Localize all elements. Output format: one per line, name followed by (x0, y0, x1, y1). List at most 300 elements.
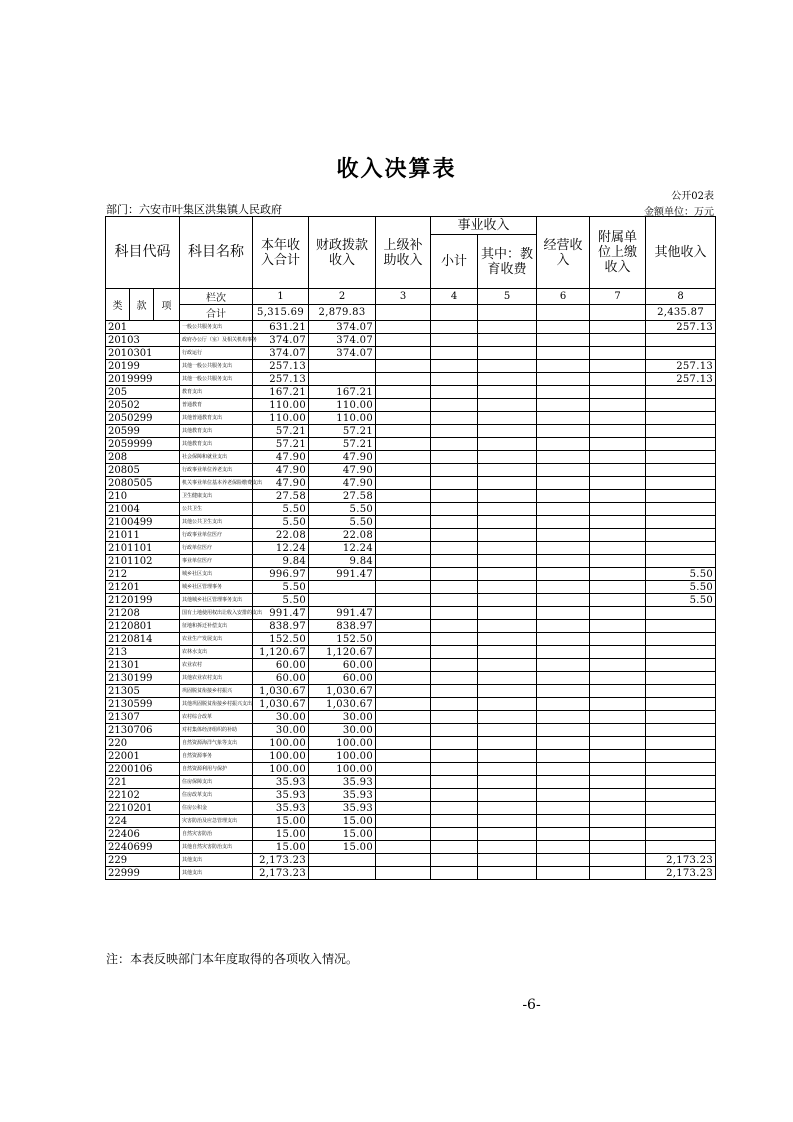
row-subsidy (376, 347, 431, 360)
row-other (646, 542, 716, 555)
row-subsidy (376, 620, 431, 633)
row-operating (537, 399, 590, 412)
row-code: 21208 (106, 607, 180, 620)
row-code: 212 (106, 568, 180, 581)
table-row (106, 815, 716, 828)
table-row (106, 594, 716, 607)
row-name: 住房保障支出 (180, 776, 253, 789)
row-operating (537, 763, 590, 776)
row-fiscal (309, 581, 376, 594)
col-num-5: 5 (478, 289, 537, 305)
row-operating (537, 581, 590, 594)
row-total: 152.50 (253, 633, 309, 646)
row-subsidy (376, 685, 431, 698)
row-affiliated (590, 594, 646, 607)
row-fiscal: 47.90 (309, 477, 376, 490)
row-business-subtotal (431, 477, 478, 490)
row-total: 838.97 (253, 620, 309, 633)
row-total: 47.90 (253, 464, 309, 477)
row-other (646, 737, 716, 750)
row-code: 22999 (106, 867, 180, 880)
row-code: 205 (106, 386, 180, 399)
row-fiscal: 110.00 (309, 399, 376, 412)
row-name: 对村集体经济组织的补助 (180, 724, 253, 737)
row-name: 自然资源事务 (180, 750, 253, 763)
row-affiliated (590, 321, 646, 334)
row-name: 一般公共服务支出 (180, 321, 253, 334)
row-total: 257.13 (253, 360, 309, 373)
col-num-8: 8 (646, 289, 716, 305)
row-affiliated (590, 685, 646, 698)
row-code: 220 (106, 737, 180, 750)
row-subsidy (376, 412, 431, 425)
row-operating (537, 594, 590, 607)
row-affiliated (590, 633, 646, 646)
row-total: 374.07 (253, 347, 309, 360)
row-business-subtotal (431, 776, 478, 789)
row-affiliated (590, 672, 646, 685)
row-code: 20805 (106, 464, 180, 477)
table-row (106, 399, 716, 412)
row-subsidy (376, 451, 431, 464)
row-fiscal: 167.21 (309, 386, 376, 399)
row-operating (537, 633, 590, 646)
row-operating (537, 789, 590, 802)
row-edu-fee (478, 737, 537, 750)
row-name: 其他一般公共服务支出 (180, 360, 253, 373)
row-total: 9.84 (253, 555, 309, 568)
row-affiliated (590, 828, 646, 841)
row-edu-fee (478, 711, 537, 724)
row-subsidy (376, 503, 431, 516)
row-business-subtotal (431, 490, 478, 503)
row-total: 1,030.67 (253, 698, 309, 711)
row-name: 其他普通教育支出 (180, 412, 253, 425)
row-subsidy (376, 529, 431, 542)
row-business-subtotal (431, 412, 478, 425)
header-edu: 其中：教育收费 (478, 235, 537, 289)
row-name: 其他支出 (180, 867, 253, 880)
row-name: 其他支出 (180, 854, 253, 867)
row-fiscal: 60.00 (309, 672, 376, 685)
row-affiliated (590, 776, 646, 789)
header-lei: 类 (106, 289, 130, 321)
row-other (646, 386, 716, 399)
table-row (106, 698, 716, 711)
row-subsidy (376, 828, 431, 841)
row-other (646, 412, 716, 425)
row-other (646, 698, 716, 711)
table-row (106, 672, 716, 685)
row-other: 257.13 (646, 321, 716, 334)
row-fiscal: 100.00 (309, 750, 376, 763)
row-total: 100.00 (253, 737, 309, 750)
row-total: 5.50 (253, 581, 309, 594)
header-xiang: 项 (154, 289, 180, 321)
row-business-subtotal (431, 828, 478, 841)
row-business-subtotal (431, 360, 478, 373)
row-fiscal (309, 867, 376, 880)
row-code: 2120199 (106, 594, 180, 607)
row-affiliated (590, 763, 646, 776)
row-operating (537, 815, 590, 828)
row-fiscal: 15.00 (309, 841, 376, 854)
row-affiliated (590, 802, 646, 815)
row-subsidy (376, 802, 431, 815)
row-code: 2130706 (106, 724, 180, 737)
row-code: 21201 (106, 581, 180, 594)
row-business-subtotal (431, 711, 478, 724)
row-affiliated (590, 724, 646, 737)
header-subsidy: 上级补助收入 (376, 217, 431, 289)
row-other (646, 841, 716, 854)
row-business-subtotal (431, 386, 478, 399)
header-fiscal: 财政拨款收入 (309, 217, 376, 289)
row-business-subtotal (431, 568, 478, 581)
row-total: 1,120.67 (253, 646, 309, 659)
table-row (106, 451, 716, 464)
row-operating (537, 620, 590, 633)
row-fiscal: 22.08 (309, 529, 376, 542)
row-subsidy (376, 581, 431, 594)
row-affiliated (590, 477, 646, 490)
table-row (106, 581, 716, 594)
row-edu-fee (478, 529, 537, 542)
row-name: 政府办公厅（室）及相关机构事务 (180, 334, 253, 347)
row-other (646, 334, 716, 347)
total-total: 5,315.69 (253, 305, 309, 321)
row-other (646, 425, 716, 438)
row-fiscal: 100.00 (309, 763, 376, 776)
row-subsidy (376, 490, 431, 503)
row-name: 事业单位医疗 (180, 555, 253, 568)
row-total: 110.00 (253, 399, 309, 412)
table-row (106, 529, 716, 542)
row-subsidy (376, 659, 431, 672)
row-affiliated (590, 438, 646, 451)
table-row (106, 490, 716, 503)
row-other (646, 399, 716, 412)
row-name: 其他一般公共服务支出 (180, 373, 253, 386)
row-business-subtotal (431, 334, 478, 347)
table-row (106, 477, 716, 490)
row-subsidy (376, 815, 431, 828)
row-total: 167.21 (253, 386, 309, 399)
row-business-subtotal (431, 672, 478, 685)
row-edu-fee (478, 815, 537, 828)
row-subsidy (376, 399, 431, 412)
row-affiliated (590, 347, 646, 360)
row-code: 2130199 (106, 672, 180, 685)
table-row (106, 542, 716, 555)
row-subsidy (376, 464, 431, 477)
row-name: 自然资源海洋气象等支出 (180, 737, 253, 750)
row-code: 2101101 (106, 542, 180, 555)
row-operating (537, 854, 590, 867)
row-other: 5.50 (646, 581, 716, 594)
row-subsidy (376, 568, 431, 581)
row-edu-fee (478, 542, 537, 555)
row-business-subtotal (431, 659, 478, 672)
row-fiscal (309, 854, 376, 867)
row-business-subtotal (431, 841, 478, 854)
total-other: 2,435.87 (646, 305, 716, 321)
row-code: 2120814 (106, 633, 180, 646)
row-operating (537, 698, 590, 711)
row-affiliated (590, 373, 646, 386)
row-edu-fee (478, 841, 537, 854)
row-total: 27.58 (253, 490, 309, 503)
row-subsidy (376, 607, 431, 620)
department-label: 部门：六安市叶集区洪集镇人民政府 (106, 203, 282, 216)
header-business: 事业收入 (431, 217, 537, 235)
table-row (106, 841, 716, 854)
row-code: 20199 (106, 360, 180, 373)
row-other: 5.50 (646, 594, 716, 607)
row-subsidy (376, 776, 431, 789)
row-code: 21307 (106, 711, 180, 724)
row-fiscal: 991.47 (309, 568, 376, 581)
row-name: 城乡社区管理事务 (180, 581, 253, 594)
row-affiliated (590, 854, 646, 867)
table-row (106, 789, 716, 802)
row-total: 60.00 (253, 659, 309, 672)
table-row (106, 568, 716, 581)
header-operating: 经营收入 (537, 217, 590, 289)
row-total: 5.50 (253, 503, 309, 516)
row-fiscal: 838.97 (309, 620, 376, 633)
row-other (646, 776, 716, 789)
row-edu-fee (478, 724, 537, 737)
row-total: 47.90 (253, 477, 309, 490)
row-fiscal: 35.93 (309, 802, 376, 815)
row-other (646, 490, 716, 503)
row-other (646, 672, 716, 685)
row-affiliated (590, 737, 646, 750)
row-code: 22001 (106, 750, 180, 763)
table-row (106, 555, 716, 568)
row-code: 2130599 (106, 698, 180, 711)
row-total: 5.50 (253, 594, 309, 607)
row-fiscal: 12.24 (309, 542, 376, 555)
row-edu-fee (478, 828, 537, 841)
row-name: 卫生健康支出 (180, 490, 253, 503)
col-num-7: 7 (590, 289, 646, 305)
row-subsidy (376, 477, 431, 490)
row-fiscal: 9.84 (309, 555, 376, 568)
row-business-subtotal (431, 724, 478, 737)
row-code: 201 (106, 321, 180, 334)
table-row (106, 516, 716, 529)
row-fiscal: 374.07 (309, 347, 376, 360)
col-num-1: 1 (253, 289, 309, 305)
header-other: 其他收入 (646, 217, 716, 289)
row-total: 2,173.23 (253, 867, 309, 880)
table-row (106, 750, 716, 763)
row-fiscal: 100.00 (309, 737, 376, 750)
row-name: 农业农村 (180, 659, 253, 672)
row-operating (537, 659, 590, 672)
row-business-subtotal (431, 503, 478, 516)
row-operating (537, 555, 590, 568)
table-row (106, 685, 716, 698)
row-fiscal: 5.50 (309, 503, 376, 516)
row-other (646, 750, 716, 763)
row-fiscal: 27.58 (309, 490, 376, 503)
row-name: 行政事业单位医疗 (180, 529, 253, 542)
row-business-subtotal (431, 646, 478, 659)
row-edu-fee (478, 685, 537, 698)
row-name: 其他农业农村支出 (180, 672, 253, 685)
row-edu-fee (478, 581, 537, 594)
row-code: 2080505 (106, 477, 180, 490)
row-name: 公共卫生 (180, 503, 253, 516)
row-affiliated (590, 867, 646, 880)
income-table (105, 216, 716, 880)
row-code: 2059999 (106, 438, 180, 451)
row-name: 行政事业单位养老支出 (180, 464, 253, 477)
row-subsidy (376, 555, 431, 568)
row-total: 57.21 (253, 438, 309, 451)
row-total: 2,173.23 (253, 854, 309, 867)
row-other: 2,173.23 (646, 854, 716, 867)
row-name: 农村综合改革 (180, 711, 253, 724)
row-business-subtotal (431, 347, 478, 360)
table-body (106, 321, 716, 880)
row-operating (537, 464, 590, 477)
row-operating (537, 568, 590, 581)
row-business-subtotal (431, 438, 478, 451)
table-row (106, 867, 716, 880)
row-code: 208 (106, 451, 180, 464)
row-code: 2100499 (106, 516, 180, 529)
row-other (646, 620, 716, 633)
row-total: 374.07 (253, 334, 309, 347)
table-row (106, 854, 716, 867)
row-edu-fee (478, 334, 537, 347)
row-business-subtotal (431, 581, 478, 594)
row-edu-fee (478, 373, 537, 386)
table-row (106, 633, 716, 646)
row-name: 其他自然灾害防治支出 (180, 841, 253, 854)
row-total: 15.00 (253, 815, 309, 828)
row-fiscal: 35.93 (309, 776, 376, 789)
row-code: 20502 (106, 399, 180, 412)
row-fiscal: 991.47 (309, 607, 376, 620)
row-affiliated (590, 464, 646, 477)
row-other (646, 802, 716, 815)
row-fiscal: 1,030.67 (309, 698, 376, 711)
row-total: 22.08 (253, 529, 309, 542)
row-affiliated (590, 620, 646, 633)
row-affiliated (590, 815, 646, 828)
row-operating (537, 451, 590, 464)
row-name: 自然灾害防治 (180, 828, 253, 841)
row-name: 自然资源利用与保护 (180, 763, 253, 776)
row-fiscal: 5.50 (309, 516, 376, 529)
table-row (106, 321, 716, 334)
row-affiliated (590, 698, 646, 711)
row-subsidy (376, 789, 431, 802)
row-total: 991.47 (253, 607, 309, 620)
row-name: 国有土地使用权出让收入安排的支出 (180, 607, 253, 620)
row-subsidy (376, 724, 431, 737)
row-operating (537, 529, 590, 542)
row-fiscal: 30.00 (309, 711, 376, 724)
row-business-subtotal (431, 867, 478, 880)
row-total: 60.00 (253, 672, 309, 685)
row-affiliated (590, 412, 646, 425)
row-operating (537, 516, 590, 529)
table-row (106, 347, 716, 360)
row-subsidy (376, 334, 431, 347)
row-name: 社会保障和就业支出 (180, 451, 253, 464)
row-other (646, 438, 716, 451)
row-code: 21301 (106, 659, 180, 672)
row-affiliated (590, 659, 646, 672)
row-total: 47.90 (253, 451, 309, 464)
row-edu-fee (478, 477, 537, 490)
row-code: 210 (106, 490, 180, 503)
row-affiliated (590, 568, 646, 581)
row-other (646, 451, 716, 464)
row-subsidy (376, 425, 431, 438)
row-total: 35.93 (253, 789, 309, 802)
row-total: 12.24 (253, 542, 309, 555)
row-affiliated (590, 711, 646, 724)
row-operating (537, 607, 590, 620)
row-code: 21305 (106, 685, 180, 698)
row-subsidy (376, 594, 431, 607)
row-edu-fee (478, 867, 537, 880)
row-edu-fee (478, 750, 537, 763)
row-business-subtotal (431, 464, 478, 477)
row-subsidy (376, 386, 431, 399)
row-name: 巩固脱贫衔接乡村振兴 (180, 685, 253, 698)
row-total: 35.93 (253, 802, 309, 815)
table-row (106, 802, 716, 815)
row-edu-fee (478, 360, 537, 373)
row-business-subtotal (431, 529, 478, 542)
row-edu-fee (478, 789, 537, 802)
row-fiscal: 374.07 (309, 334, 376, 347)
total-label: 合计 (180, 305, 253, 321)
row-affiliated (590, 646, 646, 659)
row-code: 2101102 (106, 555, 180, 568)
row-affiliated (590, 425, 646, 438)
col-num-2: 2 (309, 289, 376, 305)
header-code: 科目代码 (106, 217, 180, 289)
row-code: 2240699 (106, 841, 180, 854)
table-row (106, 646, 716, 659)
row-operating (537, 412, 590, 425)
row-code: 221 (106, 776, 180, 789)
row-name: 机关事业单位基本养老保险缴费支出 (180, 477, 253, 490)
col-num-4: 4 (431, 289, 478, 305)
table-row (106, 503, 716, 516)
header-kuan: 款 (130, 289, 154, 321)
row-operating (537, 841, 590, 854)
row-edu-fee (478, 672, 537, 685)
row-operating (537, 438, 590, 451)
row-edu-fee (478, 620, 537, 633)
row-total: 30.00 (253, 724, 309, 737)
row-affiliated (590, 503, 646, 516)
table-row (106, 412, 716, 425)
row-edu-fee (478, 399, 537, 412)
row-total: 110.00 (253, 412, 309, 425)
row-other (646, 607, 716, 620)
